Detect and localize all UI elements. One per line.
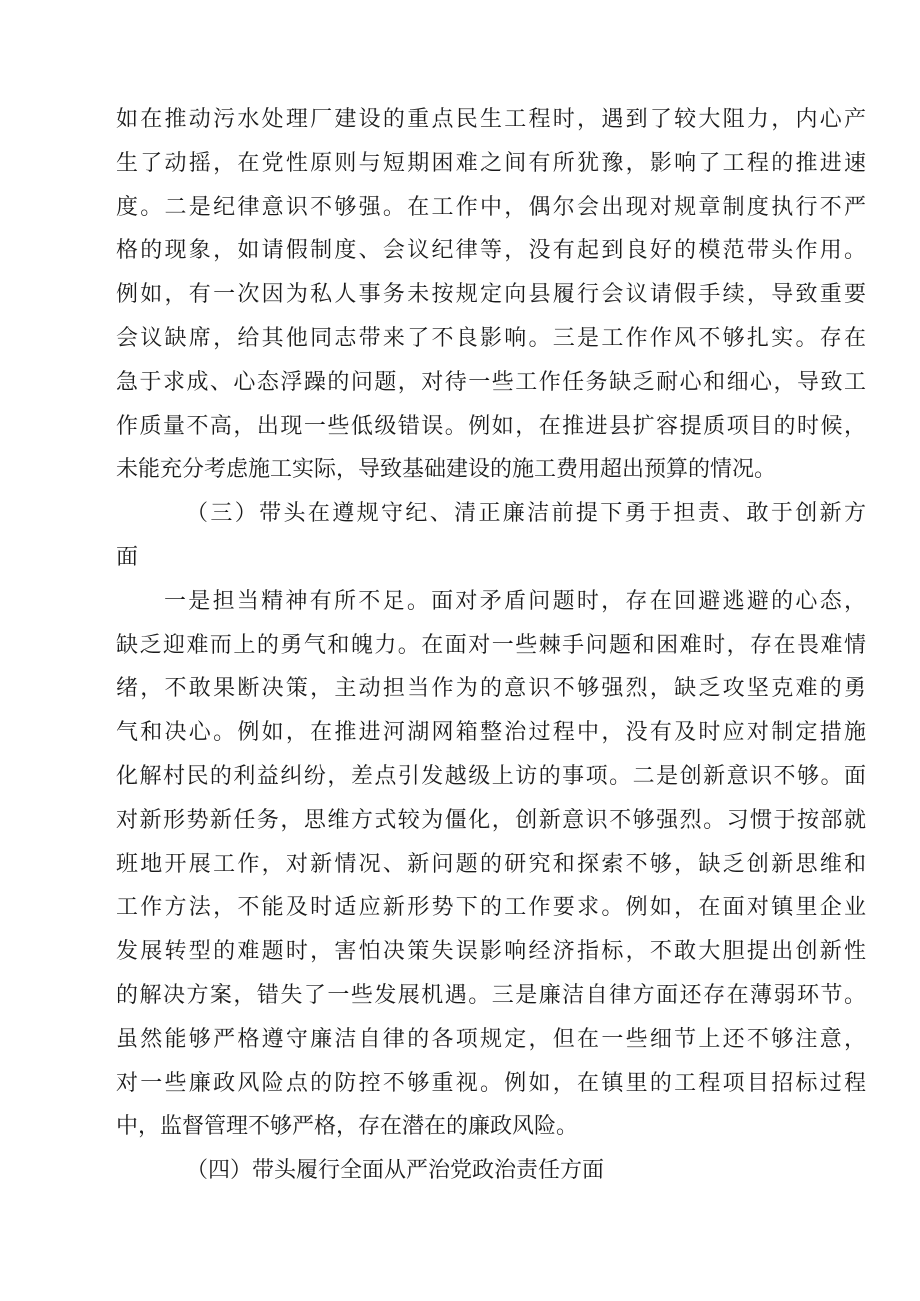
body-line: 急于求成、心态浮躁的问题，对待一些工作任务缺乏耐心和细心，导致工 [116,369,866,395]
body-line: 中，监督管理不够严格，存在潜在的廉政风险。 [116,1114,579,1140]
body-line: 工作方法，不能及时适应新形势下的工作要求。例如，在面对镇里企业 [116,895,866,921]
body-line: 未能充分考虑施工实际，导致基础建设的施工费用超出预算的情况。 [116,457,777,483]
body-line: 对新形势新任务，思维方式较为僵化，创新意识不够强烈。习惯于按部就 [116,807,866,833]
body-line: 例如，有一次因为私人事务未按规定向县履行会议请假手续，导致重要 [116,282,866,308]
body-line: 的解决方案，错失了一些发展机遇。三是廉洁自律方面还存在薄弱环节。 [116,982,866,1008]
body-line: 缺乏迎难而上的勇气和魄力。在面对一些棘手问题和困难时，存在畏难情 [116,632,866,658]
body-line: 生了动摇，在党性原则与短期困难之间有所犹豫，影响了工程的推进速 [116,150,866,176]
section-heading-3: （三）带头在遵规守纪、清正廉洁前提下勇于担责、敢于创新方 [186,501,866,527]
body-line: 对一些廉政风险点的防控不够重视。例如，在镇里的工程项目招标过程 [116,1070,866,1096]
body-line: 作质量不高，出现一些低级错误。例如，在推进县扩容提质项目的时候， [116,413,866,439]
body-line: 虽然能够严格遵守廉洁自律的各项规定，但在一些细节上还不够注意， [116,1026,866,1052]
section-heading-4: （四）带头履行全面从严治党政治责任方面 [186,1158,605,1184]
body-line: 班地开展工作，对新情况、新问题的研究和探索不够，缺乏创新思维和 [116,851,866,877]
section-heading-3-continued: 面 [116,544,139,570]
body-line: 化解村民的利益纠纷，差点引发越级上访的事项。二是创新意识不够。面 [116,763,866,789]
body-line: 如在推动污水处理厂建设的重点民生工程时，遇到了较大阻力，内心产 [116,107,866,132]
document-body [116,98,866,1193]
body-line: 气和决心。例如，在推进河湖网箱整治过程中，没有及时应对制定措施 [116,720,866,746]
body-line: 绪，不敢果断决策，主动担当作为的意识不够强烈，缺乏攻坚克难的勇 [116,676,866,702]
body-line: 格的现象，如请假制度、会议纪律等，没有起到良好的模范带头作用。 [116,238,866,264]
body-line: 发展转型的难题时，害怕决策失误影响经济指标，不敢大胆提出创新性 [116,939,866,965]
body-line: 一是担当精神有所不足。面对矛盾问题时，存在回避逃避的心态， [164,588,866,614]
body-line: 度。二是纪律意识不够强。在工作中，偶尔会出现对规章制度执行不严 [116,194,866,220]
body-line: 会议缺席，给其他同志带来了不良影响。三是工作作风不够扎实。存在 [116,325,866,351]
